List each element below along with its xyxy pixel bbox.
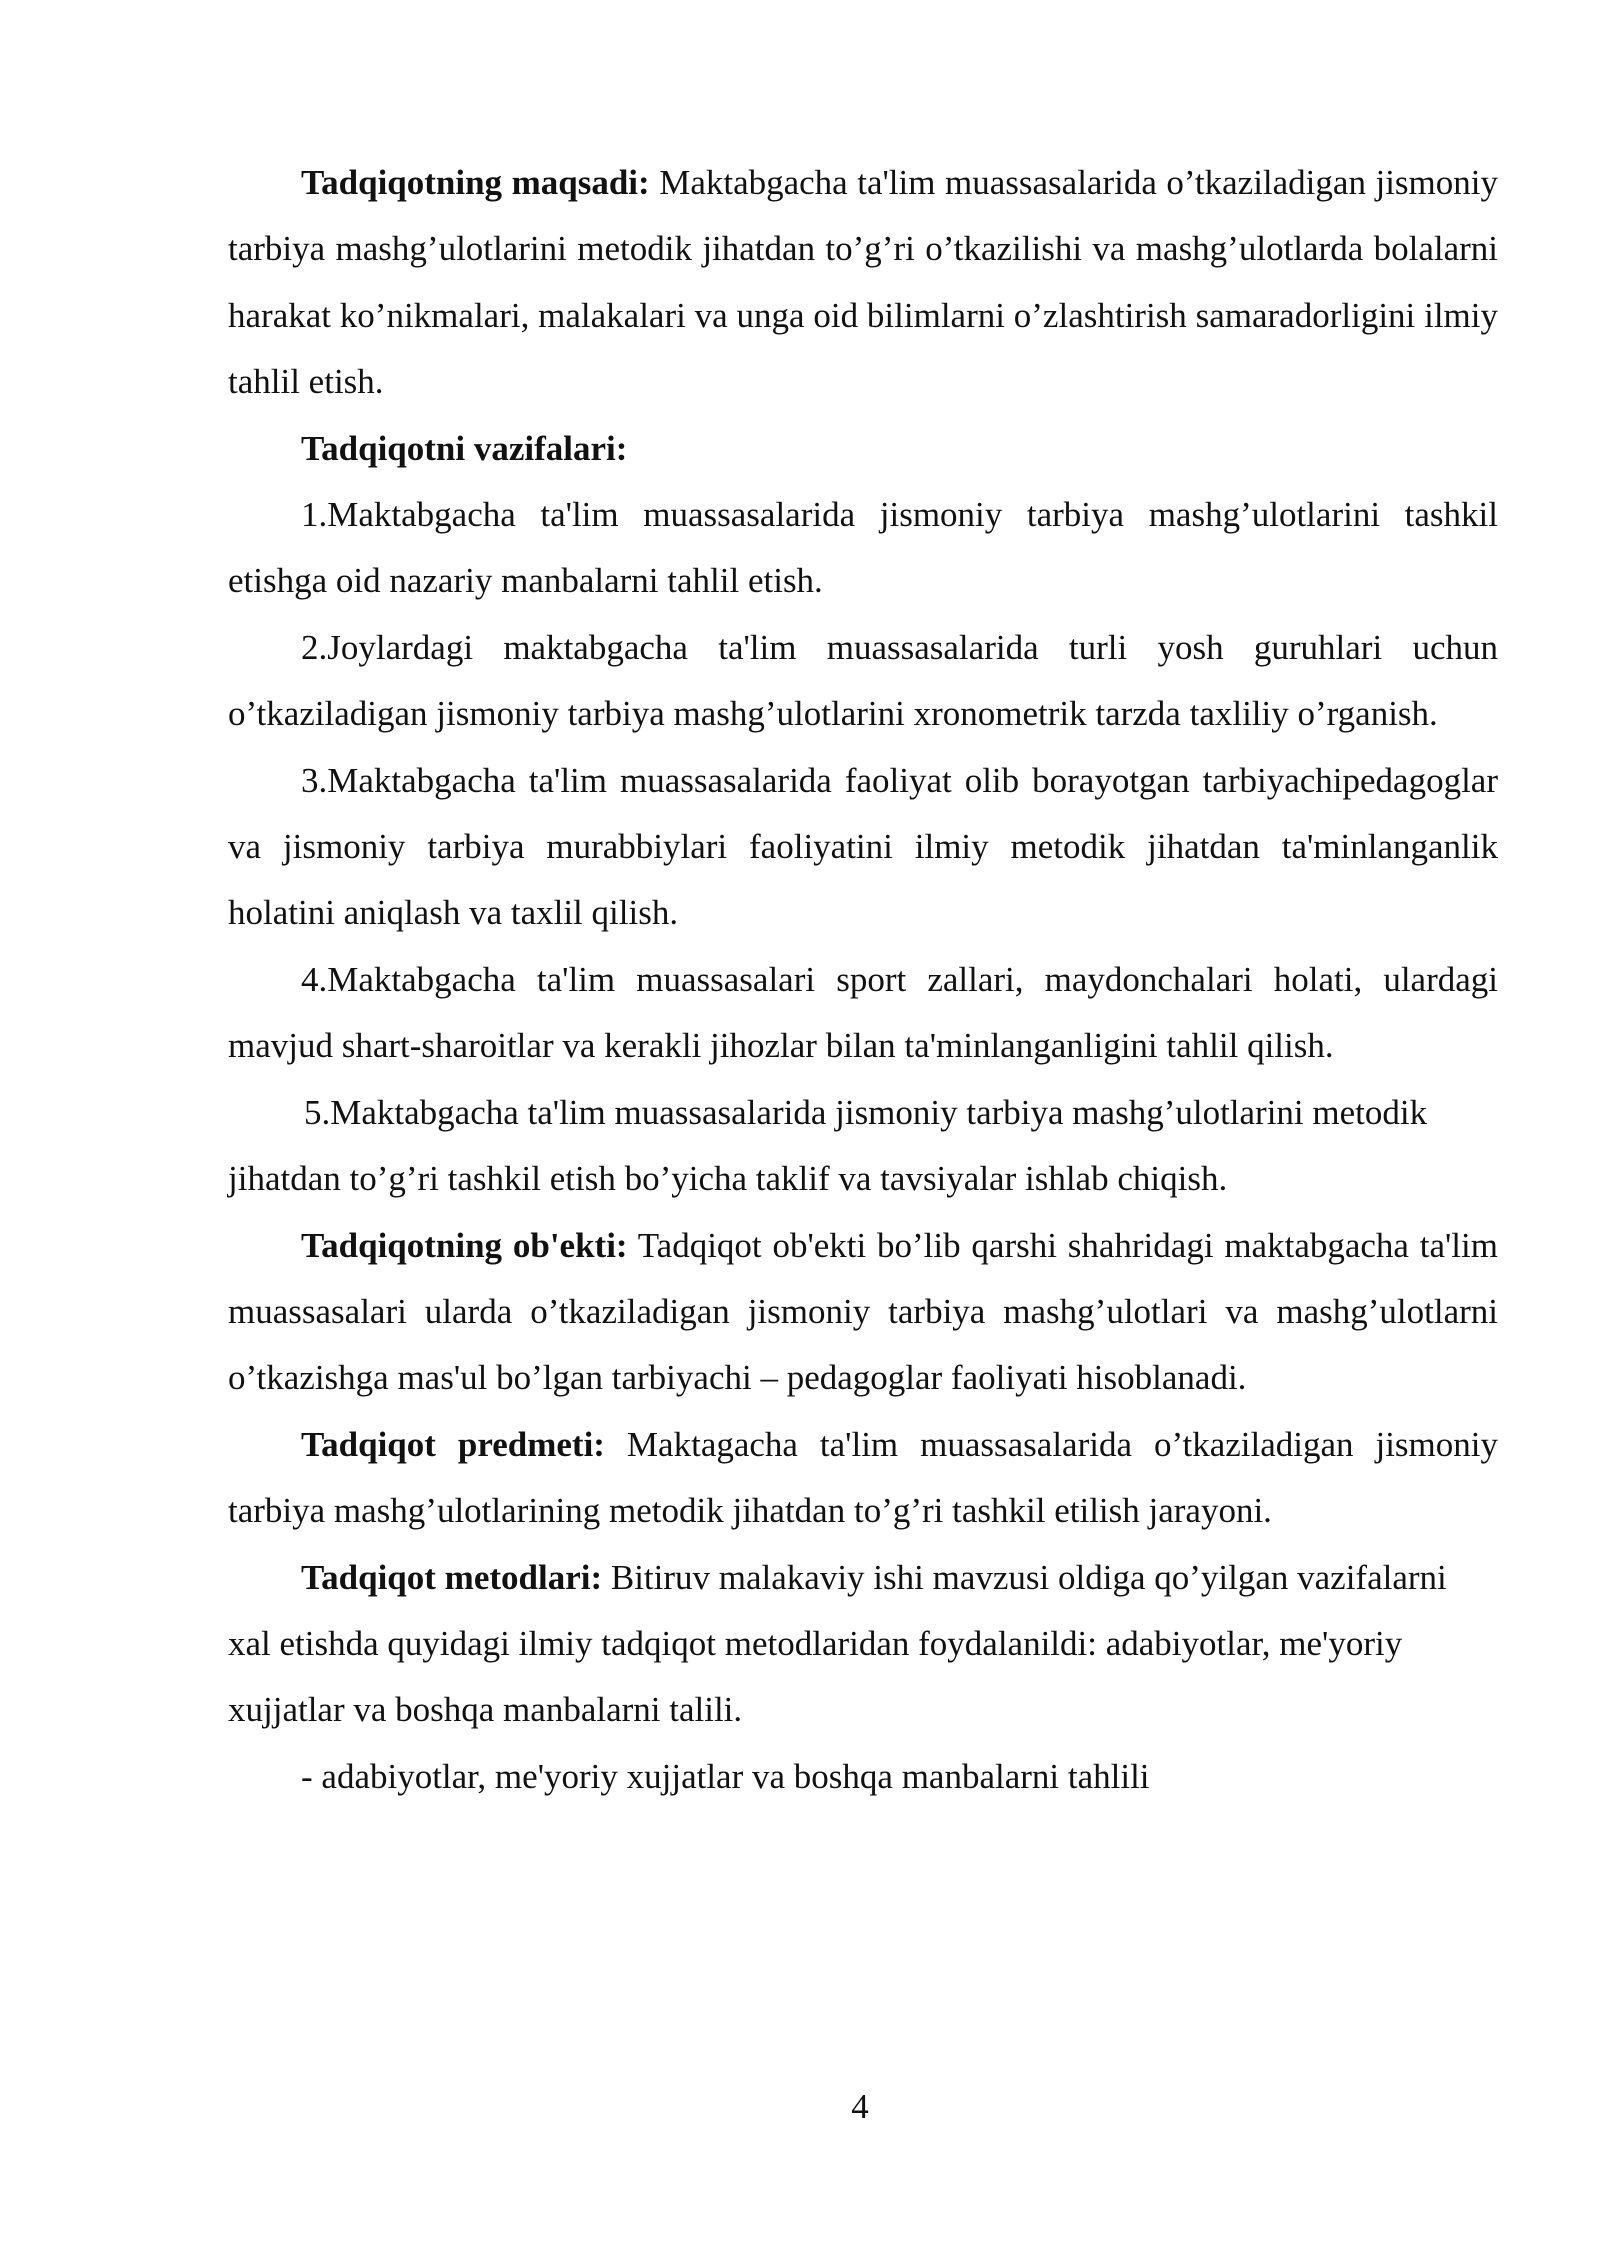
task-item-1: 1.Maktabgacha ta'lim muassasalarida jismoniy tarbiya mashg’ulotlarini tashkil etishga oid nazariy manbalarni tahlil etish. — [228, 495, 1498, 601]
methods-bullet-item: - adabiyotlar, me'yoriy xujjatlar va boshqa manbalarni tahlili — [301, 1756, 1150, 1796]
object-paragraph — [228, 1213, 1498, 1412]
tasks-heading: Tadqiqotni vazifalari: — [301, 428, 628, 468]
page-number: 4 — [851, 2087, 869, 2126]
task-item-2: 2.Joylardagi maktabgacha ta'lim muassasalarida turli yosh guruhlari uchun o’tkaziladigan jismoniy tarbiya mashg’ulotlarini xronometrik tarzda taxliliy o’rganish. — [228, 627, 1498, 734]
page-body — [228, 150, 1498, 1810]
object-label: Tadqiqotning ob'ekti: — [301, 1225, 628, 1265]
methods-paragraph — [228, 1545, 1498, 1744]
purpose-text: Maktabgacha ta'lim muassasalarida o’tkaziladigan jismoniy tarbiya mashg’ulotlarini metodik jihatdan to’g’ri o’tkazilishi va mashg’ulotlarda bolalarni harakat ko’nikmalari, malakalari va unga oid bilimlarni o’zlashtirish samaradorligini ilmiy tahlil etish. — [228, 163, 1498, 402]
purpose-paragraph — [228, 150, 1498, 416]
purpose-label: Tadqiqotning maqsadi: — [301, 163, 650, 202]
methods-text: Bitiruv malakaviy ishi mavzusi oldiga qo’yilgan vazifalarni xal etishda quyidagi ilmiy tadqiqot metodlaridan foydalanildi: adabiyotlar, me'yoriy xujjatlar va boshqa manbalarni talili. — [228, 1557, 1447, 1730]
subject-text: Maktagacha ta'lim muassasalarida o’tkaziladigan jismoniy tarbiya mashg’ulotlarining metodik jihatdan to’g’ri tashkil etilish jarayoni. — [228, 1424, 1498, 1531]
subject-label: Tadqiqot predmeti: — [301, 1424, 605, 1464]
task-item-3: 3.Maktabgacha ta'lim muassasalarida faoliyat olib borayotgan tarbiyachipedagoglar va jismoniy tarbiya murabbiylari faoliyatini ilmiy metodik jihatdan ta'minlanganlik holatini aniqlash va taxlil qilish. — [228, 760, 1498, 933]
subject-paragraph — [228, 1412, 1498, 1545]
methods-label: Tadqiqot metodlari: — [301, 1557, 603, 1597]
task-item-4: 4.Maktabgacha ta'lim muassasalari sport zallari, maydonchalari holati, ulardagi mavjud shart-sharoitlar va kerakli jihozlar bilan ta'minlanganligini tahlil qilish. — [228, 959, 1498, 1066]
object-text: Tadqiqot ob'ekti bo’lib qarshi shahridagi maktabgacha ta'lim muassasalari ularda o’tkaziladigan jismoniy tarbiya mashg’ulotlari va mashg’ulotlarni o’tkazishga mas'ul bo’lgan tarbiyachi – pedagoglar faoliyati hisoblanadi. — [228, 1225, 1498, 1398]
task-item-5: 5.Maktabgacha ta'lim muassasalarida jismoniy tarbiya mashg’ulotlarini metodik jihatdan to’g’ri tashkil etish bo’yicha taklif va tavsiyalar ishlab chiqish. — [228, 1092, 1428, 1199]
